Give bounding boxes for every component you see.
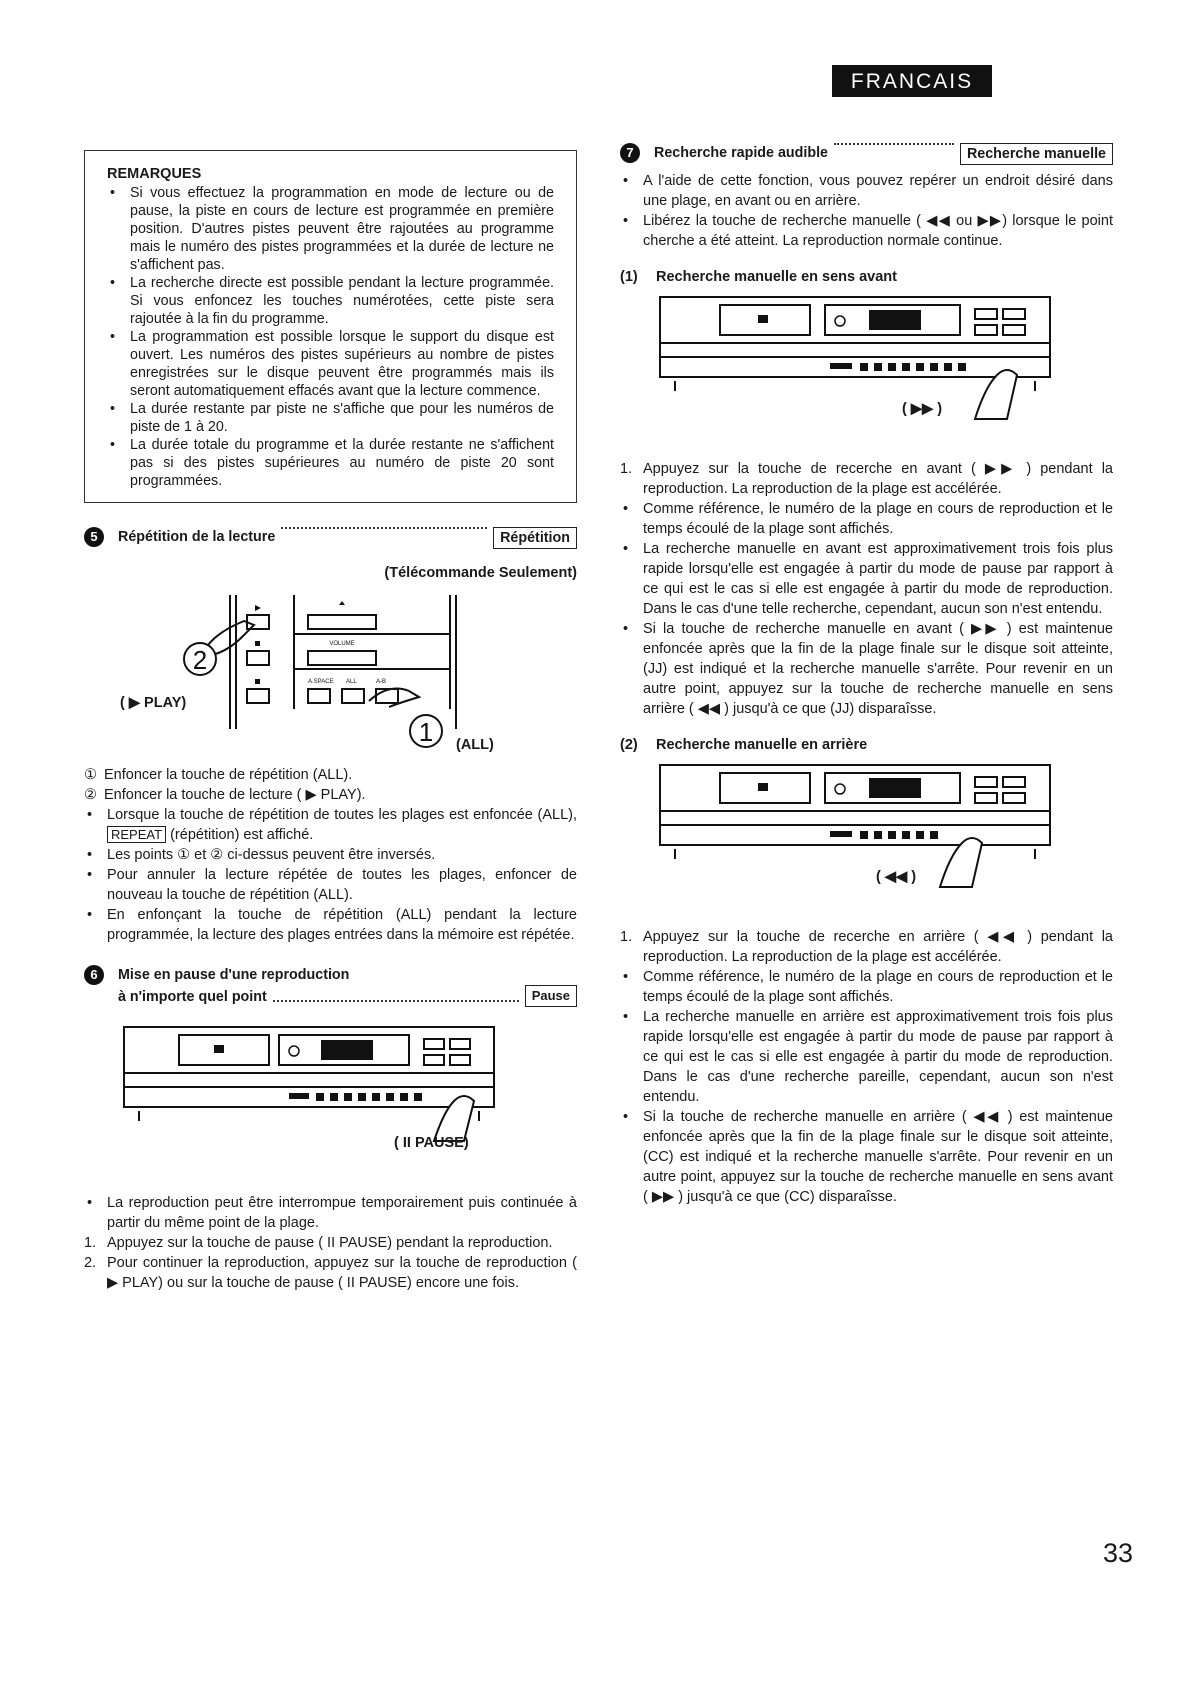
section-title: Recherche rapide audible xyxy=(654,145,829,161)
list-item: • La recherche directe est possible pendant la lecture programmée. Si vous enfoncez les touches numérotées, cette piste sera rajoutée à la fin du programme. xyxy=(107,274,554,328)
forward-notes xyxy=(620,499,1113,719)
pause-caption: ( II PAUSE) xyxy=(394,1135,469,1151)
backward-notes xyxy=(620,967,1113,1207)
repeat-steps xyxy=(84,765,577,805)
volume-label: VOLUME xyxy=(329,641,355,647)
section-repeat xyxy=(84,527,577,945)
list-item: • Comme référence, le numéro de la plage en cours de reproduction et le temps écoulé de la plage sont affichés. xyxy=(620,499,1113,539)
cd-player-illustration xyxy=(84,1021,577,1151)
list-item: ② Enfoncer la touche de lecture ( ▶ PLAY). xyxy=(84,787,366,803)
button-label-box: Répétition xyxy=(493,527,577,549)
step-2-number: 2 xyxy=(192,645,208,675)
list-item: ① Enfoncer la touche de répétition (ALL). xyxy=(84,767,353,783)
search-notes xyxy=(620,171,1113,251)
section-pause xyxy=(84,965,577,1293)
section-title-line2: à n'importe quel point xyxy=(118,989,267,1005)
list-item: 2. Pour continuer la reproduction, appuyez sur la touche de reproduction ( ▶ PLAY) ou sur la touche de pause ( II PAUSE) encore une fois. xyxy=(84,1255,577,1291)
notes-title: REMARQUES xyxy=(107,166,202,182)
pause-notes xyxy=(84,1193,577,1233)
player-figure-pause xyxy=(84,1021,577,1151)
section-number: 7 xyxy=(620,143,640,163)
list-item: • La durée restante par piste ne s'affiche que pour les numéros de piste de 1 à 20. xyxy=(107,400,554,436)
remote-illustration xyxy=(84,589,577,759)
aspace-label: A.SPACE xyxy=(308,679,334,685)
page-number: 33 xyxy=(1103,1538,1134,1568)
list-item: • Libérez la touche de recherche manuelle ( ◀◀ ou ▶▶) lorsque le point cherche a été atteint. La reproduction normale continue. xyxy=(620,211,1113,251)
list-item: • Si la touche de recherche manuelle en arrière ( ◀◀ ) est maintenue enfoncée après que la fin de la plage finale sur le disque soit atteinte, (CC) est indiqué et la recherche manuelle s'arrête. Pour revenir en un autre point, appuyez sur la touche de recherche manuelle en sens avant ( ▶▶ ) jusqu'à ce que (CC) disparaîsse. xyxy=(620,1107,1113,1207)
ab-button-label: A-B xyxy=(376,679,387,685)
dot-leader xyxy=(273,1000,519,1002)
dot-leader xyxy=(281,527,487,529)
list-item: • La recherche manuelle en avant est approximativement trois fois plus rapide lorsqu'elle est engagée à partir du mode de pause par rapport à ce qui est le cas si elle est engagée à partir du mode de reproduction. Dans le cas d'une telle recherche, cependant, aucun son n'est entendu. xyxy=(620,539,1113,619)
section-title: Répétition de la lecture xyxy=(118,529,276,545)
player-figure-forward xyxy=(620,293,1113,443)
subsection-heading: (1) Recherche manuelle en sens avant xyxy=(620,269,897,285)
all-label: (ALL) xyxy=(456,737,494,753)
left-column xyxy=(84,150,577,1293)
list-item: • La reproduction peut être interrompue temporairement puis continuée à partir du même point de la plage. xyxy=(84,1193,577,1233)
button-label-box: Recherche manuelle xyxy=(960,143,1113,165)
section-heading xyxy=(84,527,577,549)
list-item: • La programmation est possible lorsque le support du disque est ouvert. Les numéros des pistes supérieurs au nombre de pistes enregistrées sur le disque peuvent être programmés mais ils seront automatiquement effacés avant que la lecture commence. xyxy=(107,328,554,400)
language-tab: FRANCAIS xyxy=(832,65,992,97)
repeat-indicator: REPEAT xyxy=(107,826,166,843)
dot-leader xyxy=(834,143,954,145)
play-label: ( ▶ PLAY) xyxy=(120,695,187,711)
subsection-heading: (2) Recherche manuelle en arrière xyxy=(620,737,868,753)
cd-player-illustration xyxy=(620,761,1113,911)
step-1-number: 1 xyxy=(418,717,434,747)
section-heading xyxy=(84,965,577,1007)
repeat-notes xyxy=(84,805,577,945)
remote-only-note: (Télécommande Seulement) xyxy=(384,565,577,581)
list-item: • Si vous effectuez la programmation en mode de lecture ou de pause, la piste en cours de lecture est programmée en première position. D'autres pistes peuvent être rajoutées au programme mais le numéro des pistes programmées et la durée de lecture ne s'affichent pas. xyxy=(107,184,554,274)
section-number: 6 xyxy=(84,965,104,985)
list-item: 1. Appuyez sur la touche de recerche en arrière ( ◀◀ ) pendant la reproduction. La reproduction de la plage est accélérée. xyxy=(620,929,1113,965)
list-item: 1. Appuyez sur la touche de pause ( II PAUSE) pendant la reproduction. xyxy=(84,1235,553,1251)
list-item: • En enfonçant la touche de répétition (ALL) pendant la lecture programmée, la lecture des plages entrées dans la mémoire est répétée. xyxy=(84,905,577,945)
list-item: • Lorsque la touche de répétition de toutes les plages est enfoncée (ALL), REPEAT (répétition) est affiché. xyxy=(84,805,577,845)
cd-player-illustration xyxy=(620,293,1113,443)
section-search xyxy=(620,143,1113,1207)
list-item: • Pour annuler la lecture répétée de toutes les plages, enfoncer de nouveau la touche de répétition (ALL). xyxy=(84,865,577,905)
list-item: • Si la touche de recherche manuelle en avant ( ▶▶ ) est maintenue enfoncée après que la fin de la plage finale sur le disque soit atteinte, (JJ) est indiqué et la recherche manuelle s'arrête. Pour revenir en un autre point, appuyez sur la touche de recherche manuelle en sens arrière ( ◀◀ ) jusqu'à ce que (JJ) disparaîsse. xyxy=(620,619,1113,719)
list-item: • La durée totale du programme et la durée restante ne s'affichent pas si des pistes supérieures au numéro de piste 20 sont programmées. xyxy=(107,436,554,490)
remote-figure xyxy=(84,589,577,759)
notes-box xyxy=(84,150,577,503)
list-item: 1. Appuyez sur la touche de recerche en avant ( ▶▶ ) pendant la reproduction. La reproduction de la plage est accélérée. xyxy=(620,461,1113,497)
section-title: Mise en pause d'une reproduction xyxy=(118,967,350,983)
list-item: • A l'aide de cette fonction, vous pouvez repérer un endroit désiré dans une plage, en avant ou en arrière. xyxy=(620,171,1113,211)
list-item: • Les points ① et ② ci-dessus peuvent être inversés. xyxy=(84,845,577,865)
list-item: • Comme référence, le numéro de la plage en cours de reproduction et le temps écoulé de la plage sont affichés. xyxy=(620,967,1113,1007)
forward-caption: ( ▶▶ ) xyxy=(902,401,943,417)
notes-list xyxy=(107,184,554,490)
all-button-label: ALL xyxy=(346,679,357,685)
list-item: • La recherche manuelle en arrière est approximativement trois fois plus rapide lorsqu'elle est engagée à partir du mode de pause par rapport à ce qui est le cas si elle est engagée à partir du mode de reproduction. Dans le cas d'une recherche pareille, cependant, aucun son n'est entendu. xyxy=(620,1007,1113,1107)
backward-caption: ( ◀◀ ) xyxy=(876,869,917,885)
section-number: 5 xyxy=(84,527,104,547)
right-column xyxy=(620,143,1113,1207)
section-heading xyxy=(620,143,1113,165)
button-label-box: Pause xyxy=(525,985,577,1007)
player-figure-backward xyxy=(620,761,1113,911)
